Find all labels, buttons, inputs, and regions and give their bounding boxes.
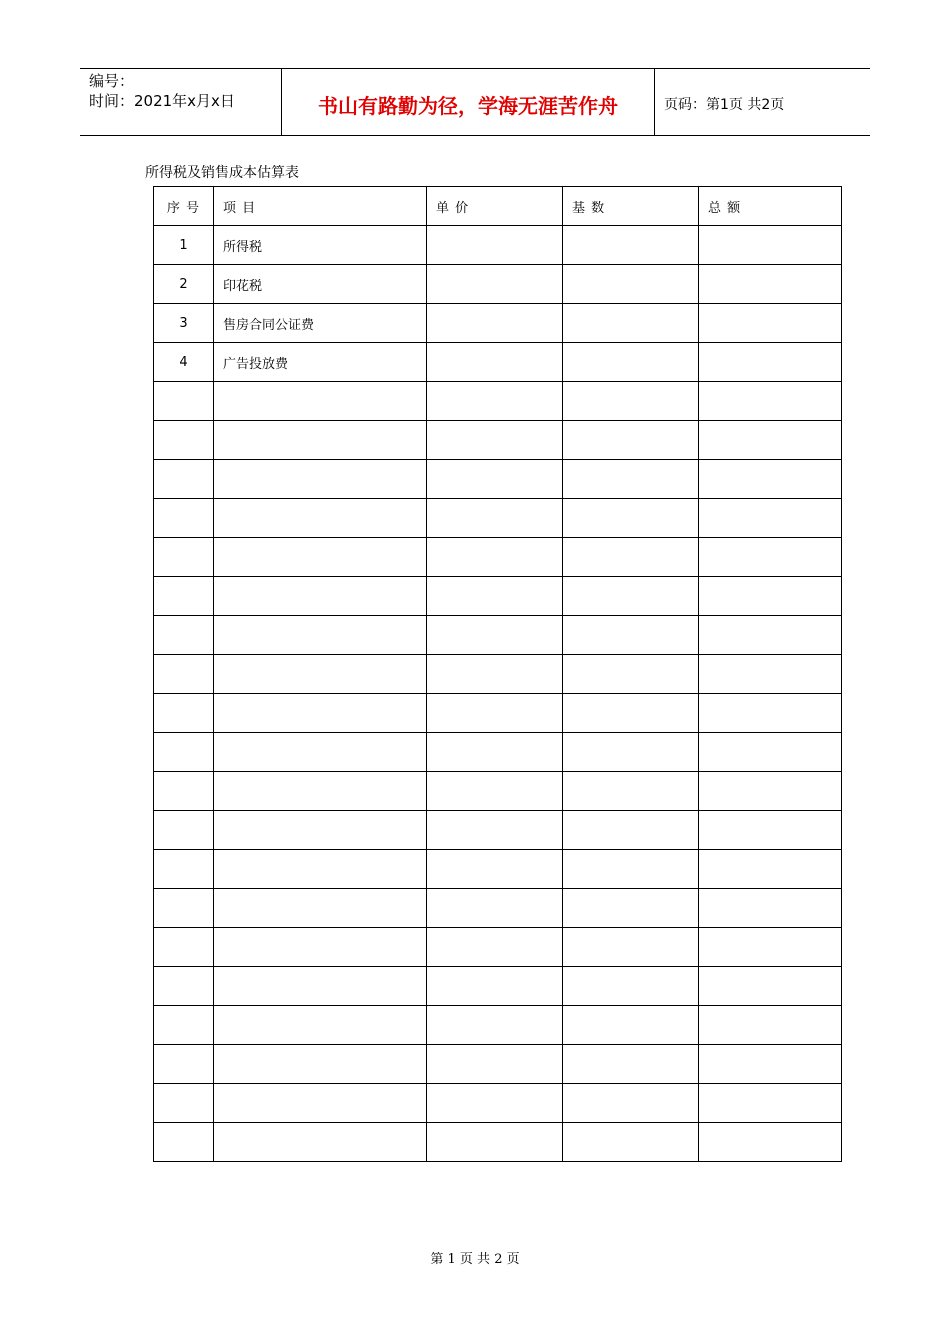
cell-no: 3	[154, 304, 214, 343]
cell-item	[214, 1045, 427, 1084]
table-body	[154, 226, 842, 1162]
cell-item	[214, 655, 427, 694]
cell-no	[154, 772, 214, 811]
cell-unit-price	[427, 967, 563, 1006]
cell-total	[699, 226, 842, 265]
cell-unit-price	[427, 577, 563, 616]
table-row	[154, 850, 842, 889]
column-header-unit-price: 单 价	[427, 187, 563, 226]
cell-total	[699, 1006, 842, 1045]
table-row	[154, 694, 842, 733]
table-row	[154, 616, 842, 655]
table-row	[154, 265, 842, 304]
table-row	[154, 967, 842, 1006]
cell-total	[699, 499, 842, 538]
cell-base	[563, 382, 699, 421]
cell-base	[563, 772, 699, 811]
cell-item	[214, 733, 427, 772]
cell-no	[154, 1006, 214, 1045]
cell-base	[563, 889, 699, 928]
header-top-rule	[80, 68, 870, 69]
table-row	[154, 304, 842, 343]
cell-no	[154, 889, 214, 928]
cell-no	[154, 850, 214, 889]
cell-total	[699, 538, 842, 577]
table-row	[154, 226, 842, 265]
cell-total	[699, 889, 842, 928]
cell-no	[154, 928, 214, 967]
cell-item	[214, 967, 427, 1006]
cell-item: 印花税	[214, 265, 427, 304]
cell-base	[563, 967, 699, 1006]
cell-unit-price	[427, 460, 563, 499]
cell-item	[214, 889, 427, 928]
cell-unit-price	[427, 421, 563, 460]
cell-item	[214, 460, 427, 499]
cell-no: 1	[154, 226, 214, 265]
cell-no	[154, 460, 214, 499]
cell-base	[563, 421, 699, 460]
cell-unit-price	[427, 265, 563, 304]
table-row	[154, 499, 842, 538]
cell-item	[214, 421, 427, 460]
table-row	[154, 733, 842, 772]
cell-item	[214, 1123, 427, 1162]
header-bottom-rule	[80, 135, 870, 136]
cell-unit-price	[427, 928, 563, 967]
cell-total	[699, 577, 842, 616]
cell-no: 2	[154, 265, 214, 304]
cell-base	[563, 616, 699, 655]
header-divider-right	[654, 68, 655, 136]
cell-item	[214, 694, 427, 733]
cell-unit-price	[427, 1045, 563, 1084]
cell-no	[154, 616, 214, 655]
cell-unit-price	[427, 889, 563, 928]
cell-total	[699, 1084, 842, 1123]
header-meta	[89, 71, 235, 111]
cell-no	[154, 421, 214, 460]
table-row	[154, 577, 842, 616]
header-page-info: 页码：第1页 共2页	[664, 97, 785, 113]
estimate-table	[153, 186, 842, 1162]
table-row	[154, 1045, 842, 1084]
table-row	[154, 538, 842, 577]
cell-base	[563, 1045, 699, 1084]
cell-item	[214, 1084, 427, 1123]
cell-unit-price	[427, 499, 563, 538]
table-row	[154, 421, 842, 460]
cell-item	[214, 538, 427, 577]
cell-item	[214, 499, 427, 538]
cell-total	[699, 616, 842, 655]
cell-total	[699, 655, 842, 694]
cell-base	[563, 343, 699, 382]
table-row	[154, 1123, 842, 1162]
cell-base	[563, 694, 699, 733]
cell-total	[699, 1123, 842, 1162]
cell-unit-price	[427, 1084, 563, 1123]
cell-base	[563, 850, 699, 889]
cell-total	[699, 811, 842, 850]
table-row	[154, 655, 842, 694]
cell-no	[154, 538, 214, 577]
cell-base	[563, 811, 699, 850]
cell-no	[154, 1084, 214, 1123]
cell-no	[154, 1045, 214, 1084]
column-header-no: 序 号	[154, 187, 214, 226]
cell-item	[214, 1006, 427, 1045]
cell-no	[154, 1123, 214, 1162]
cell-base	[563, 577, 699, 616]
cell-unit-price	[427, 850, 563, 889]
cell-base	[563, 1006, 699, 1045]
cell-item	[214, 382, 427, 421]
cell-item: 售房合同公证费	[214, 304, 427, 343]
table-row	[154, 382, 842, 421]
cell-unit-price	[427, 733, 563, 772]
cell-item	[214, 811, 427, 850]
cell-total	[699, 850, 842, 889]
cell-total	[699, 265, 842, 304]
cell-item: 广告投放费	[214, 343, 427, 382]
header-motto: 书山有路勤为径，学海无涯苦作舟	[318, 94, 618, 118]
cell-no	[154, 811, 214, 850]
table-row	[154, 1006, 842, 1045]
cell-total	[699, 460, 842, 499]
cell-unit-price	[427, 694, 563, 733]
cell-total	[699, 772, 842, 811]
document-number-label: 编号：	[89, 72, 135, 90]
column-header-total: 总 额	[699, 187, 842, 226]
cell-base	[563, 655, 699, 694]
cell-base	[563, 226, 699, 265]
cell-base	[563, 1084, 699, 1123]
cell-unit-price	[427, 304, 563, 343]
cell-no	[154, 733, 214, 772]
table-row	[154, 460, 842, 499]
cell-unit-price	[427, 616, 563, 655]
cell-total	[699, 928, 842, 967]
document-date-label: 时间：2021年x月x日	[89, 92, 235, 110]
cell-total	[699, 421, 842, 460]
column-header-base: 基 数	[563, 187, 699, 226]
cell-base	[563, 460, 699, 499]
cell-total	[699, 382, 842, 421]
cell-unit-price	[427, 538, 563, 577]
cell-base	[563, 499, 699, 538]
cell-no: 4	[154, 343, 214, 382]
cell-no	[154, 382, 214, 421]
cell-no	[154, 577, 214, 616]
cell-total	[699, 343, 842, 382]
cell-no	[154, 967, 214, 1006]
cell-unit-price	[427, 655, 563, 694]
page-footer: 第 1 页 共 2 页	[430, 1252, 520, 1267]
cell-item	[214, 928, 427, 967]
cell-base	[563, 733, 699, 772]
cell-no	[154, 694, 214, 733]
cell-unit-price	[427, 811, 563, 850]
cell-unit-price	[427, 1123, 563, 1162]
cell-no	[154, 499, 214, 538]
cell-total	[699, 304, 842, 343]
table-header-row	[154, 187, 842, 226]
document-title: 所得税及销售成本估算表	[145, 165, 299, 181]
cell-item	[214, 616, 427, 655]
cell-no	[154, 655, 214, 694]
cell-unit-price	[427, 226, 563, 265]
column-header-item: 项 目	[214, 187, 427, 226]
table-row	[154, 889, 842, 928]
table-row	[154, 343, 842, 382]
table-row	[154, 1084, 842, 1123]
cell-unit-price	[427, 343, 563, 382]
cell-total	[699, 967, 842, 1006]
cell-base	[563, 265, 699, 304]
cell-item: 所得税	[214, 226, 427, 265]
cell-item	[214, 577, 427, 616]
cell-total	[699, 733, 842, 772]
cell-base	[563, 1123, 699, 1162]
cell-item	[214, 850, 427, 889]
table-row	[154, 928, 842, 967]
cell-total	[699, 1045, 842, 1084]
cell-item	[214, 772, 427, 811]
cell-base	[563, 538, 699, 577]
table-row	[154, 811, 842, 850]
cell-unit-price	[427, 382, 563, 421]
cell-base	[563, 928, 699, 967]
cell-total	[699, 694, 842, 733]
cell-unit-price	[427, 1006, 563, 1045]
cell-unit-price	[427, 772, 563, 811]
table-row	[154, 772, 842, 811]
cell-base	[563, 304, 699, 343]
